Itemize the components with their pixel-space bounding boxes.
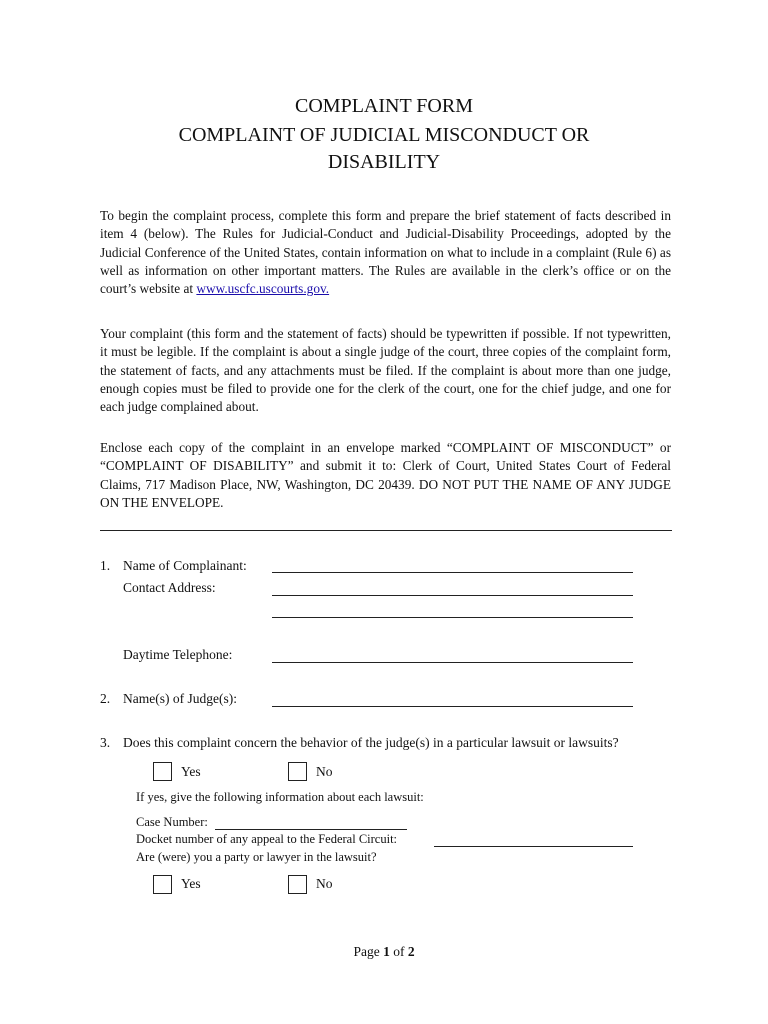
lawsuit-no-label: No — [316, 764, 333, 779]
page-current: 1 — [383, 944, 390, 959]
case-number-field[interactable] — [215, 829, 407, 830]
intro-paragraph-2: Your complaint (this form and the statement of facts) should be typewritten if possible. If not typewritten, it must be legible. If the complaint is about a single judge of the court, three copies of the complaint form, the statement of facts, and any attachments must be filed. If the complaint is about more than one judge, enough copies must be filed to provide one for the clerk of the court, one for the chief judge, and one for each judge complained about. — [100, 326, 671, 415]
complainant-name-label: Name of Complainant: — [123, 558, 247, 573]
of-word: of — [393, 944, 405, 959]
form-subtitle-line1: COMPLAINT OF JUDICIAL MISCONDUCT OR — [178, 124, 590, 146]
lawsuit-no-checkbox[interactable] — [288, 762, 307, 781]
docket-number-field[interactable] — [434, 846, 633, 847]
item-1-number: 1. — [100, 558, 111, 573]
item-3-number: 3. — [100, 735, 111, 750]
party-yes-label: Yes — [181, 876, 201, 891]
daytime-telephone-label: Daytime Telephone: — [123, 647, 233, 662]
lawsuit-yes-checkbox[interactable] — [153, 762, 172, 781]
section-divider — [100, 530, 672, 531]
judges-name-label: Name(s) of Judge(s): — [123, 691, 237, 706]
daytime-telephone-field[interactable] — [272, 662, 633, 663]
page-word: Page — [353, 944, 380, 959]
contact-address-label: Contact Address: — [123, 580, 216, 595]
item-2-number: 2. — [100, 691, 111, 706]
court-website-link[interactable]: www.uscfc.uscourts.gov. — [196, 281, 330, 297]
contact-address-field-line1[interactable] — [272, 595, 633, 596]
party-yes-checkbox[interactable] — [153, 875, 172, 894]
case-number-label: Case Number: — [136, 815, 208, 829]
intro-paragraph-3: Enclose each copy of the complaint in an envelope marked “COMPLAINT OF MISCONDUCT” or “COMPLAINT OF DISABILITY” and submit it to: Clerk of Court, United States Court of Federal Claims, 717 Madison Place, NW, Washington, DC 20439. DO NOT PUT THE NAME OF ANY JUDGE ON THE ENVELOPE. — [100, 440, 671, 510]
party-no-checkbox[interactable] — [288, 875, 307, 894]
lawsuit-yes-label: Yes — [181, 764, 201, 779]
party-no-label: No — [316, 876, 333, 891]
intro-paragraph-1 — [100, 207, 671, 298]
form-subtitle-line2: DISABILITY — [327, 151, 441, 173]
page-total: 2 — [407, 944, 415, 959]
complainant-name-field[interactable] — [272, 572, 633, 573]
lawsuit-question: Does this complaint concern the behavior of the judge(s) in a particular lawsuit or lawsuits? — [123, 735, 619, 750]
party-or-lawyer-question: Are (were) you a party or lawyer in the lawsuit? — [136, 850, 377, 864]
docket-number-label: Docket number of any appeal to the Federal Circuit: — [136, 832, 398, 846]
judges-name-field[interactable] — [272, 706, 633, 707]
if-yes-instruction: If yes, give the following information about each lawsuit: — [136, 790, 424, 804]
form-title: COMPLAINT FORM — [295, 95, 473, 117]
intro-paragraph-1-text: To begin the complaint process, complete this form and prepare the brief statement of facts described in item 4 (below). The Rules for Judicial-Conduct and Judicial-Disability Proceedings, adopted by the Judicial Conference of the United States, contain information on what to include in a complaint (Rule 6) as well as information on other important matters. The Rules are available in the clerk’s office or on the court’s website at — [100, 208, 671, 297]
contact-address-field-line2[interactable] — [272, 617, 633, 618]
page-number — [0, 944, 768, 960]
